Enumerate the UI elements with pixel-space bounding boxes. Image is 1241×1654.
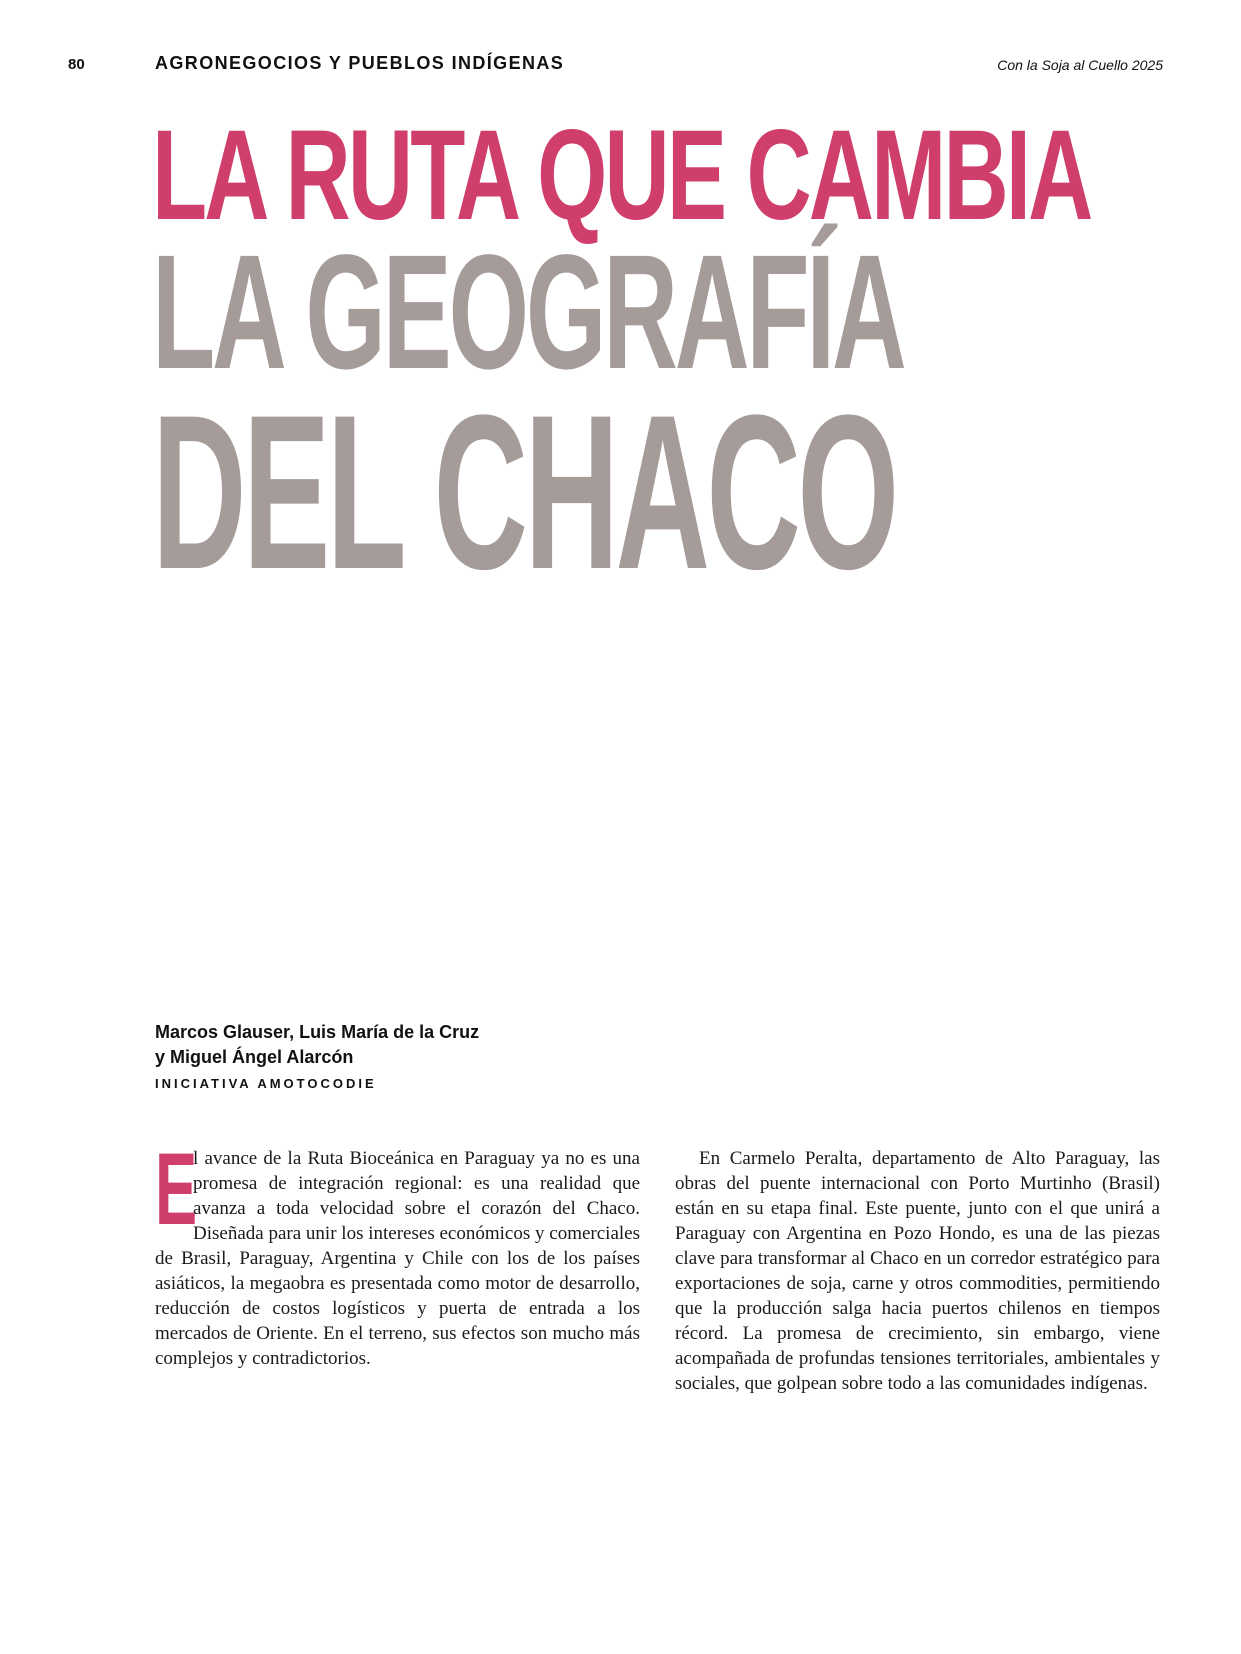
article-headline	[152, 104, 1162, 615]
drop-cap-letter: E	[155, 1132, 198, 1246]
headline-line-2: LA GEOGRAFÍA	[152, 220, 904, 403]
body-column-left	[155, 1132, 640, 1371]
publication-title: Con la Soja al Cuello 2025	[997, 57, 1163, 73]
page-number: 80	[68, 56, 85, 73]
authors-line-2: y Miguel Ángel Alarcón	[155, 1047, 354, 1067]
paragraph-1-text: l avance de la Ruta Bioceánica en Paraguay ya no es una promesa de integración regional: es una realidad que avanza a toda velocidad sobre el corazón del Chaco. Diseñada para unir los intereses económicos y comerciales de Brasil, Paraguay, Argentina y Chile con los de los países asiáticos, la megaobra es presentada como motor de desarrollo, reducción de costos logísticos y puerta de entrada a los mercados de Oriente. En el terreno, sus efectos son mucho más complejos y contradictorios.	[155, 1148, 640, 1369]
paragraph-2: En Carmelo Peralta, departamento de Alto Paraguay, las obras del puente internacional con Porto Murtinho (Brasil) están en su etapa final. Este puente, junto con el que unirá a Paraguay con Argentina en Pozo Hondo, es una de las piezas clave para transformar al Chaco en un corredor estratégico para exportaciones de soja, carne y otros commodities, permitiendo que la producción salga hacia puertos chilenos en tiempos récord. La promesa de crecimiento, sin embargo, viene acompañada de profundas tensiones territoriales, ambientales y sociales, que golpean sobre todo a las comunidades indígenas.	[675, 1148, 1160, 1394]
byline	[155, 1020, 479, 1091]
paragraph-1	[155, 1132, 640, 1371]
authors	[155, 1020, 479, 1070]
authors-line-1: Marcos Glauser, Luis María de la Cruz	[155, 1022, 480, 1042]
headline-line-1: LA RUTA QUE CAMBIA	[152, 104, 1091, 247]
drop-cap	[155, 1132, 198, 1246]
section-title: AGRONEGOCIOS Y PUEBLOS INDÍGENAS	[155, 53, 565, 73]
body-column-right	[675, 1146, 1160, 1396]
headline-line-3: DEL CHACO	[152, 369, 896, 615]
organization: INICIATIVA AMOTOCODIE	[155, 1076, 377, 1091]
